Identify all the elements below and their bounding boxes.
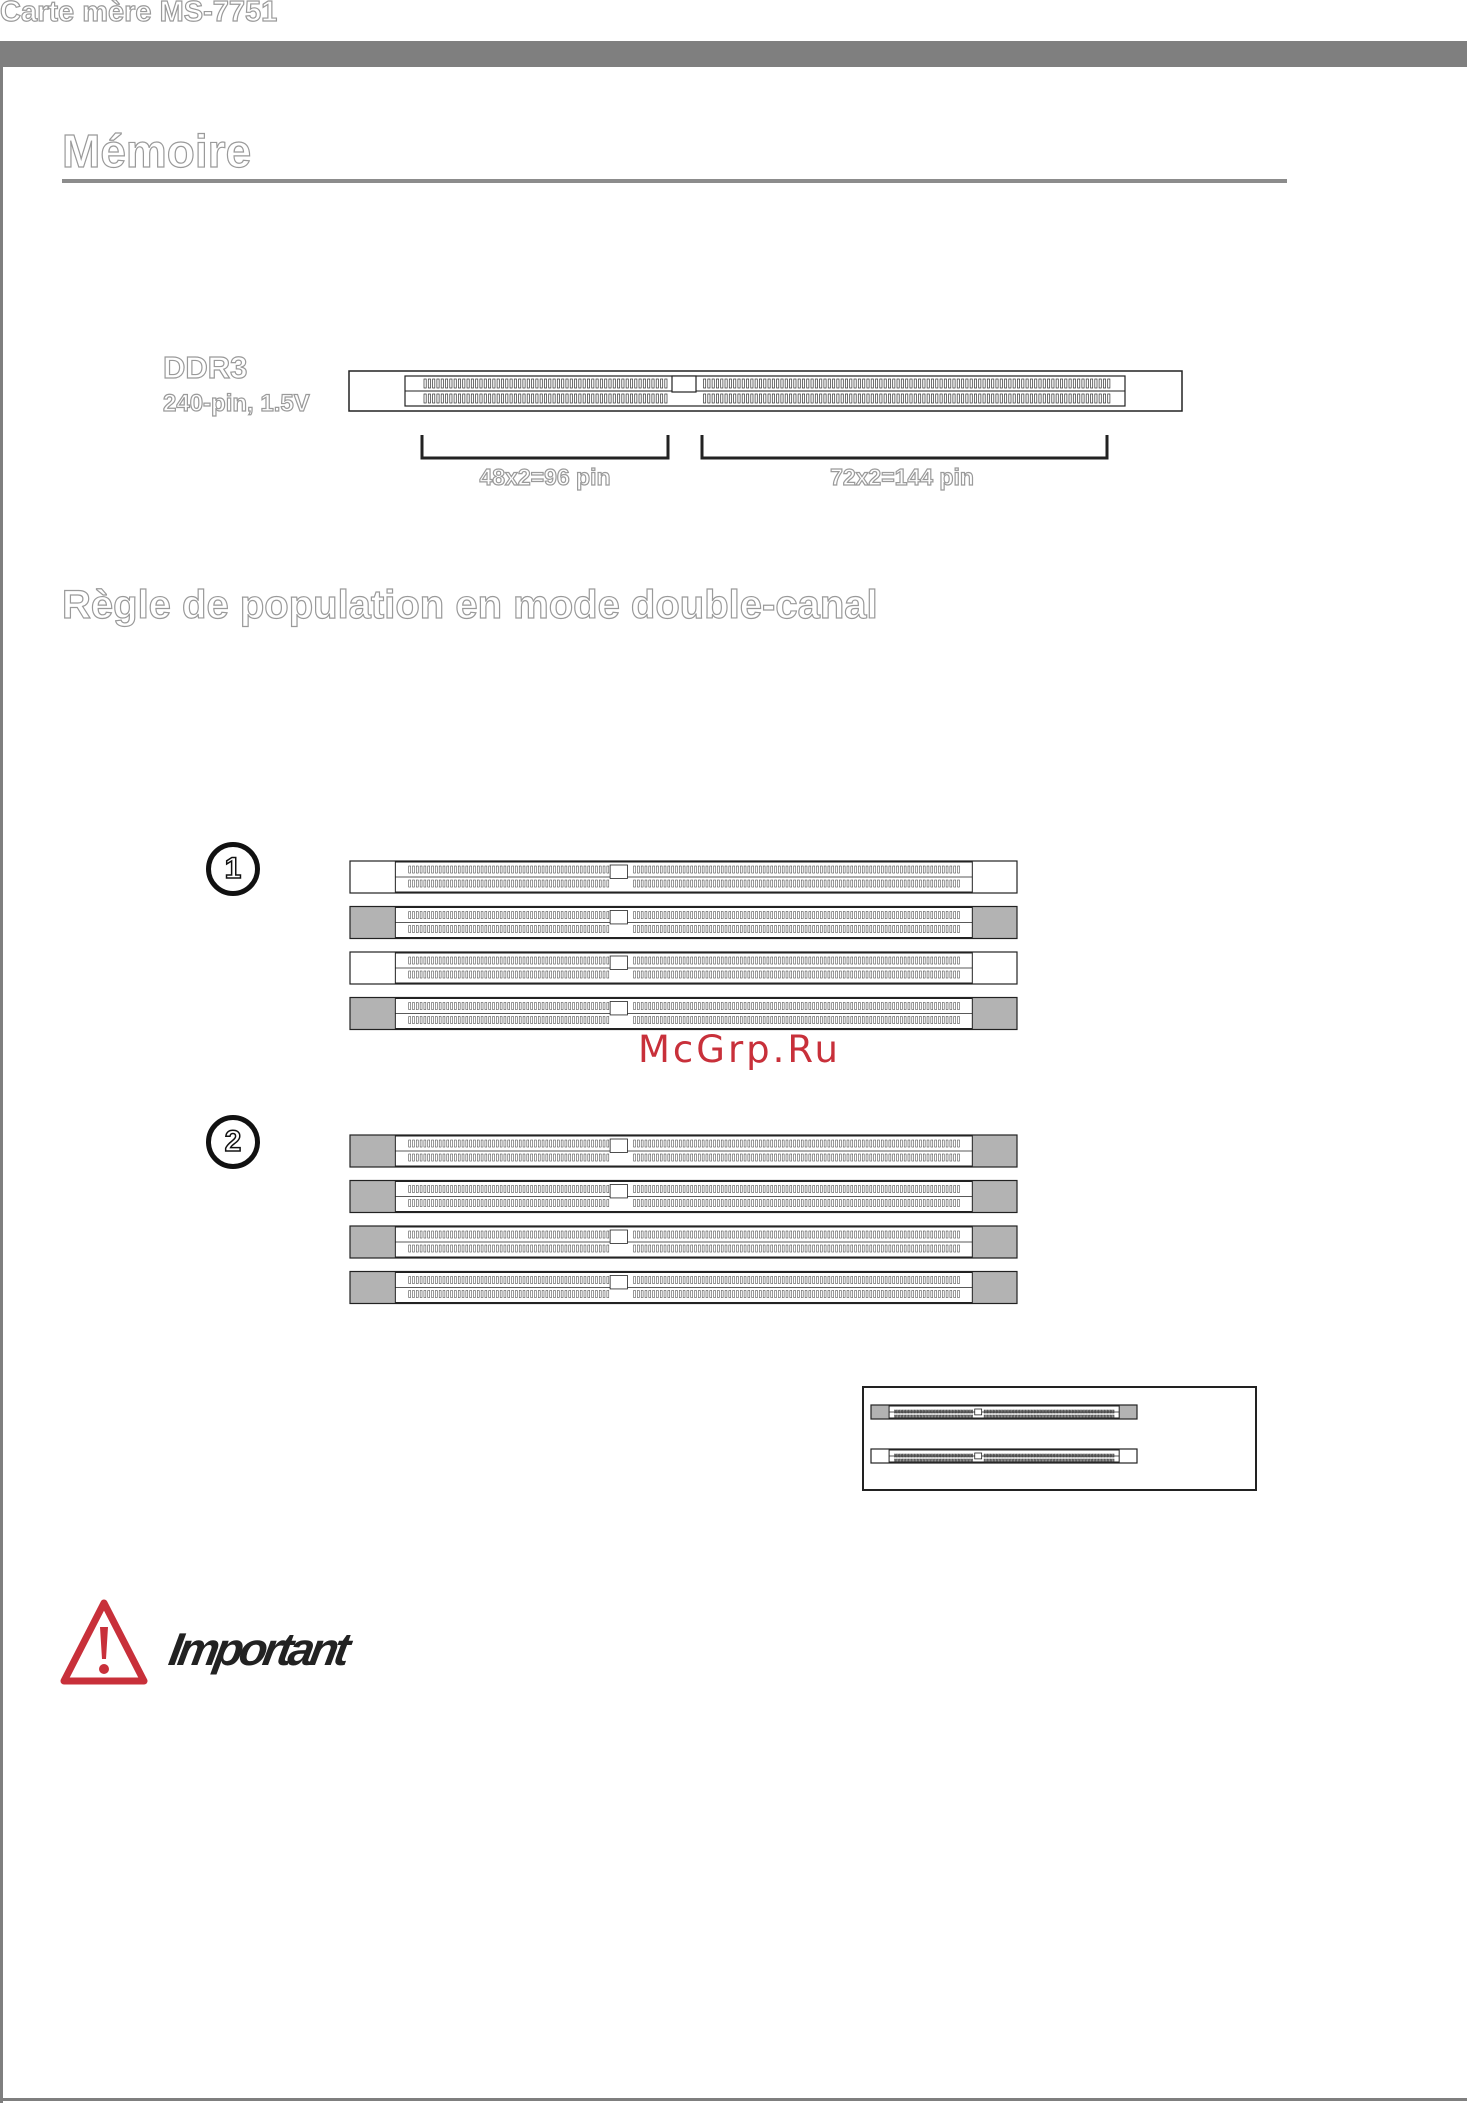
- config-1-slot-1: [350, 861, 1017, 893]
- warning-icon: [60, 1597, 148, 1689]
- ddr3-label: DDR3: [163, 350, 248, 385]
- step-1-badge: 1: [206, 842, 260, 896]
- important-label: Important: [165, 1623, 351, 1675]
- left-pin-count: 48x2=96 pin: [479, 464, 611, 490]
- config-2-slot-2: [350, 1181, 1017, 1213]
- config-2-slot-1: [350, 1135, 1017, 1167]
- step-2-badge: 2: [206, 1115, 260, 1169]
- config-1-slot-4: [350, 998, 1017, 1030]
- right-pin-count: 72x2=144 pin: [830, 464, 974, 490]
- bottom-border: [0, 2098, 1467, 2101]
- config-1-slot-2: [350, 907, 1017, 939]
- dual-channel-title: Règle de population en mode double-canal: [62, 583, 878, 627]
- config-2-slot-3: [350, 1226, 1017, 1258]
- document-header: Carte mère MS-7751: [0, 0, 278, 28]
- memory-section-title: Mémoire: [62, 125, 252, 177]
- legend-box: [862, 1386, 1257, 1491]
- config-1-slot-3: [350, 952, 1017, 984]
- config-2-slot-4: [350, 1272, 1017, 1304]
- watermark-text: McGrp.Ru: [638, 1028, 841, 1071]
- ddr3-spec: 240-pin, 1.5V: [163, 390, 310, 417]
